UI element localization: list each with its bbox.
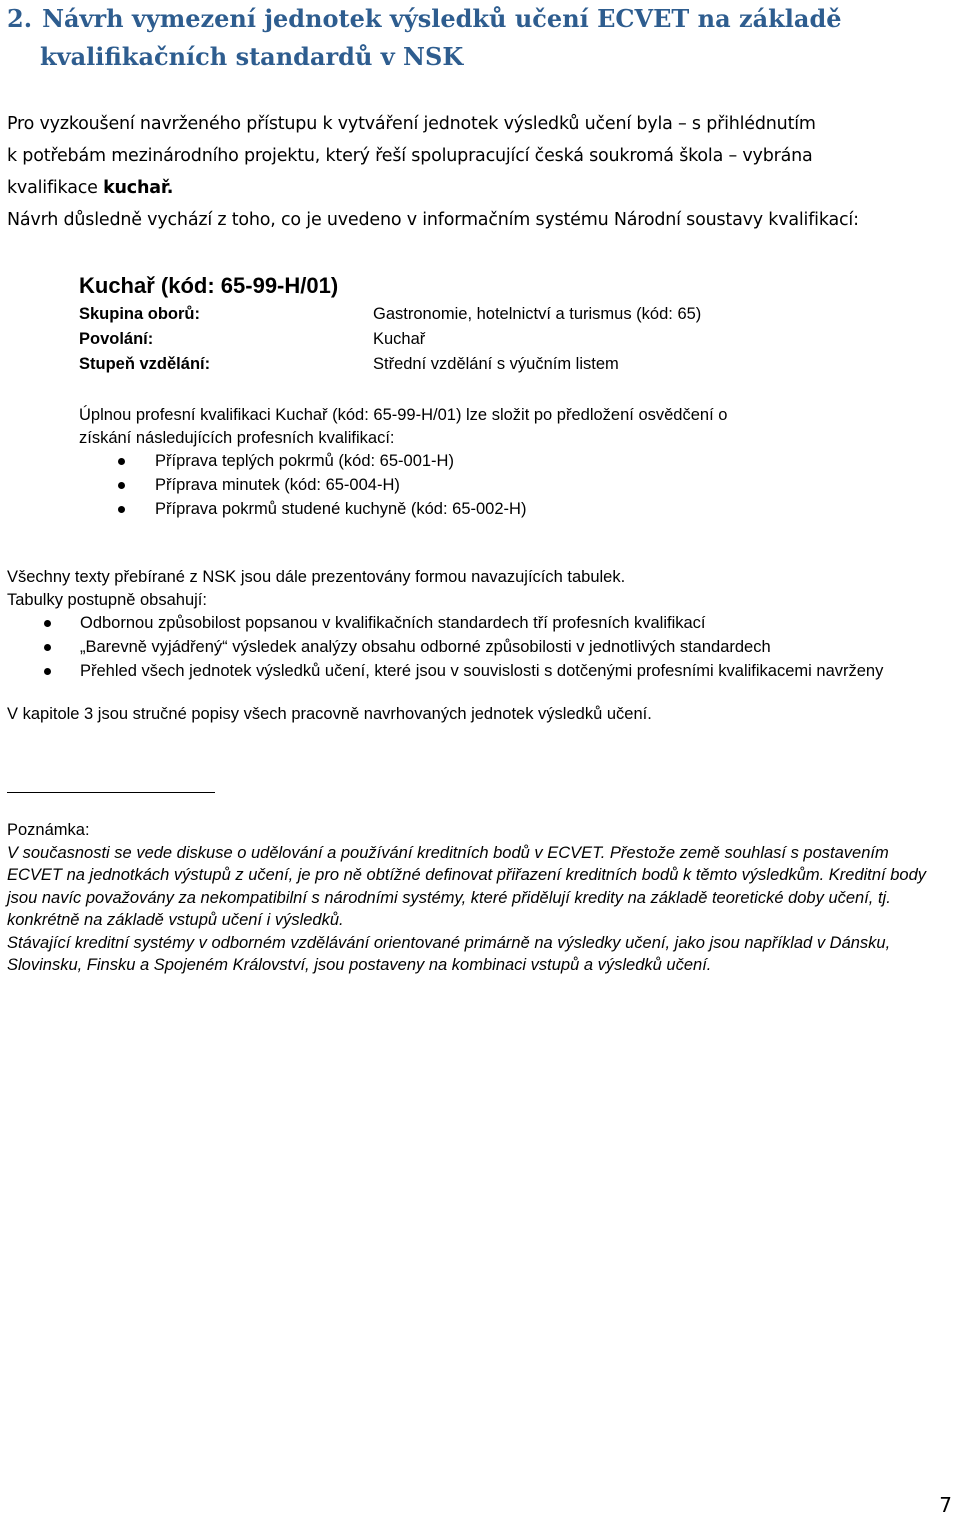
list-item: [7, 612, 947, 635]
list-item: [79, 449, 939, 473]
completion-line: Úplnou profesní kvalifikaci Kuchař (kód: 65-99-H/01) lze složit po předložení osvědčení o: [79, 406, 728, 424]
list-item: [79, 473, 939, 497]
qualification-key: Skupina oborů:: [79, 305, 200, 323]
section-number: 2.: [7, 4, 33, 33]
bullet-icon: [44, 620, 51, 627]
list-item: [7, 636, 947, 659]
note-paragraph: Stávající kreditní systémy v odborném vzdělávání orientované primárně na výsledky učení, jako jsou například v Dánsku, Slovinsku, Finsku a Spojeném Království, jsou postaveny na kombinaci vstupů a výsledků učení.: [7, 933, 891, 974]
note-paragraph: V současnosti se vede diskuse o udělování a používání kreditních bodů v ECVET. Přestože země souhlasí s postavením ECVET na jednotkách výstupů z učení, je pro ně obtížné definovat přiřazení kreditních bodů k těmto výsledkům. Kreditní body jsou navíc považovány za nekompatibilní s národními systémy, které přidělují kredity na základě teoretické doby učení, tj. konkrétně na základě vstupů učení i výsledků.: [7, 843, 927, 929]
footnote-separator: [7, 792, 215, 793]
partial-qualifications-list: [79, 449, 939, 521]
qualification-value: Střední vzdělání s výučním listem: [373, 355, 619, 373]
intro-line: [7, 172, 952, 204]
tables-line: Tabulky postupně obsahují:: [7, 591, 207, 609]
completion-paragraph: [79, 404, 939, 521]
bullet-icon: [44, 644, 51, 651]
chapter-reference: V kapitole 3 jsou stručné popisy všech pracovně navrhovaných jednotek výsledků učení.: [7, 705, 652, 723]
qualification-row: [79, 327, 939, 352]
intro-line: Pro vyzkoušení navrženého přístupu k vytváření jednotek výsledků učení byla – s přihlédnutím: [7, 114, 816, 134]
tables-paragraph: [7, 566, 947, 726]
list-item-text: Odbornou způsobilost popsanou v kvalifikačních standardech tří profesních kvalifikací: [80, 614, 706, 632]
intro-line3-prefix: kvalifikace: [7, 178, 104, 198]
list-item-text: Přehled všech jednotek výsledků učení, které jsou v souvislosti s dotčenými profesními kvalifikacemi navrženy: [80, 662, 884, 680]
bullet-icon: [44, 668, 51, 675]
qualification-info: [79, 270, 939, 377]
list-item-text: Příprava pokrmů studené kuchyně (kód: 65-002-H): [155, 500, 527, 518]
bullet-icon: [118, 482, 125, 489]
qualification-value: Gastronomie, hotelnictví a turismus (kód: 65): [373, 305, 702, 323]
list-item-text: Příprava teplých pokrmů (kód: 65-001-H): [155, 452, 454, 470]
tables-line: Všechny texty přebírané z NSK jsou dále prezentovány formou navazujících tabulek.: [7, 568, 626, 586]
qualification-row: [79, 352, 939, 377]
qualification-name-bold: kuchař.: [103, 178, 174, 198]
list-item: [79, 497, 939, 521]
page-number: 7: [939, 1493, 952, 1517]
bullet-icon: [118, 458, 125, 465]
note-label: Poznámka:: [7, 821, 90, 839]
intro-line: k potřebám mezinárodního projektu, který řeší spolupracující česká soukromá škola – vybrána: [7, 146, 813, 166]
section-heading-line2: kvalifikačních standardů v NSK: [40, 42, 464, 71]
intro-line: Návrh důsledně vychází z toho, co je uvedeno v informačním systému Národní soustavy kvalifikací:: [7, 210, 859, 230]
list-item-text: „Barevně vyjádřený“ výsledek analýzy obsahu odborné způsobilosti v jednotlivých standardech: [80, 638, 771, 656]
qualification-key: Povolání:: [79, 330, 154, 348]
qualification-row: [79, 302, 939, 327]
qualification-value: Kuchař: [373, 330, 426, 348]
qualification-title: Kuchař (kód: 65-99-H/01): [79, 273, 339, 298]
intro-paragraph: [7, 108, 952, 236]
completion-line: získání následujících profesních kvalifikací:: [79, 428, 395, 447]
list-item-text: Příprava minutek (kód: 65-004-H): [155, 476, 400, 494]
section-heading: [7, 0, 937, 76]
list-item: [7, 660, 947, 683]
bullet-icon: [118, 506, 125, 513]
tables-contents-list: [7, 612, 947, 683]
note-section: [7, 819, 947, 977]
section-heading-line1: Návrh vymezení jednotek výsledků učení ECVET na základě: [42, 4, 842, 33]
qualification-key: Stupeň vzdělání:: [79, 355, 211, 373]
